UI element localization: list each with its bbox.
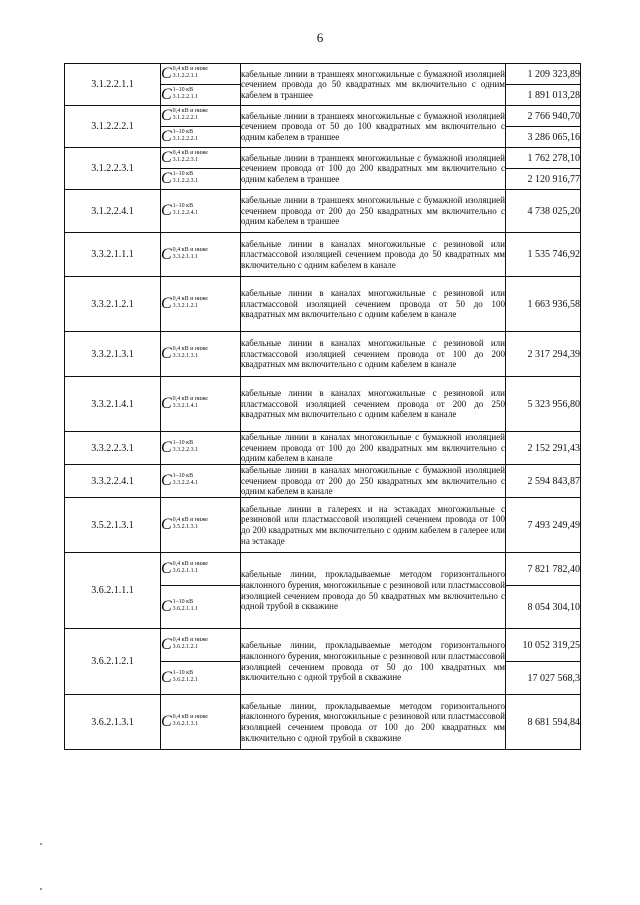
row-description: кабельные линии в каналах многожильные с бумажной изоляцией сечением провода от 200 до 250 квадратных мм включительно с одним кабелем в канале	[241, 465, 505, 497]
rate-value: 2 317 294,39	[506, 332, 581, 377]
rate-value: 1 535 746,92	[506, 233, 581, 277]
rate-symbol: C 0,4 кВ и ниже 3.3.2.1.3.1	[161, 332, 241, 377]
table-row	[65, 553, 581, 586]
rate-value: 2 766 940,70	[506, 106, 581, 127]
row-description: кабельные линии, прокладываемые методом горизонтального наклонного бурения, многожильные с резиновой или пластмассовой изоляцией сечением провода от 100 до 200 квадратных мм включительно с одной трубой в скважине	[241, 695, 506, 750]
rate-symbol: C 0,4 кВ и ниже 3.5.2.1.3.1	[161, 498, 241, 553]
row-code: 3.6.2.1.3.1	[65, 695, 161, 750]
row-description: кабельные линии в траншеях многожильные с бумажной изоляцией сечением провода от 200 до 250 квадратных мм включительно с одним кабелем в траншее	[241, 190, 506, 233]
row-description: кабельные линии в траншеях многожильные с бумажной изоляцией сечением провода от 50 до 100 квадратных мм включительно с одним кабелем в траншее	[241, 106, 506, 148]
rate-symbol: C 0,4 кВ и ниже 3.1.2.2.2.1	[161, 106, 241, 127]
row-code: 3.1.2.2.2.1	[65, 106, 161, 148]
rate-value: 8 054 304,10	[506, 586, 581, 629]
rate-symbol: C 1–10 кВ 3.1.2.2.1.1	[161, 85, 241, 106]
row-code: 3.5.2.1.3.1	[65, 498, 161, 553]
rate-value: 1 762 278,10	[506, 148, 581, 169]
row-description: кабельные линии в каналах многожильные с резиновой или пластмассовой изоляцией сечением провода от 50 до 100 квадратных мм включительно с одним кабелем в канале	[241, 277, 506, 332]
rate-value: 1 663 936,58	[506, 277, 581, 332]
rate-symbol: C 0,4 кВ и ниже 3.1.2.2.3.1	[161, 148, 241, 169]
rate-symbol: C 0,4 кВ и ниже 3.3.2.1.1.1	[161, 233, 241, 277]
table-row	[65, 64, 581, 85]
row-code: 3.3.2.2.4.1	[65, 465, 161, 498]
table-row	[65, 190, 581, 233]
rate-symbol: C 1–10 кВ 3.1.2.2.2.1	[161, 127, 241, 148]
table-row	[65, 695, 581, 750]
scan-speck	[40, 888, 42, 890]
rate-value: 2 594 843,87	[506, 465, 581, 498]
row-description: кабельные линии, прокладываемые методом горизонтального наклонного бурения, многожильные с резиновой или пластмассовой изоляцией сечением провода от 50 до 100 квадратных мм включительно с одной трубой в скважине	[241, 629, 506, 695]
table-row	[65, 148, 581, 169]
row-description: кабельные линии в каналах многожильные с бумажной изоляцией сечением провода от 100 до 200 квадратных мм включительно с одним кабелем в канале	[241, 432, 505, 464]
row-description: кабельные линии в галереях и на эстакадах многожильные с резиновой или пластмассовой изоляцией сечением провода от 100 до 200 квадратных мм включительно с одним кабелем в галерее или на эстакаде	[241, 498, 506, 553]
rate-symbol: C 1–10 кВ 3.3.2.2.4.1	[161, 465, 241, 498]
row-code: 3.1.2.2.4.1	[65, 190, 161, 233]
table-row	[65, 432, 581, 465]
row-code: 3.6.2.1.1.1	[65, 553, 161, 629]
rate-symbol: C 0,4 кВ и ниже 3.6.2.1.1.1	[161, 553, 241, 586]
scan-speck	[40, 843, 42, 845]
table-row	[65, 233, 581, 277]
rate-value: 7 493 249,49	[506, 498, 581, 553]
rate-value: 1 891 013,28	[506, 85, 581, 106]
table-row	[65, 332, 581, 377]
rate-value: 8 681 594,84	[506, 695, 581, 750]
table-row	[65, 465, 581, 498]
rate-symbol: C 1–10 кВ 3.6.2.1.2.1	[161, 662, 241, 695]
table-row	[65, 629, 581, 662]
rate-value: 5 323 956,80	[506, 377, 581, 432]
row-description: кабельные линии в траншеях многожильные с бумажной изоляцией сечением провода от 100 до 200 квадратных мм включительно с одним кабелем в траншее	[241, 148, 506, 190]
row-code: 3.3.2.2.3.1	[65, 432, 161, 465]
rate-value: 1 209 323,89	[506, 64, 581, 85]
rate-symbol: C 0,4 кВ и ниже 3.6.2.1.3.1	[161, 695, 241, 750]
rate-value: 2 152 291,43	[506, 432, 581, 465]
rate-symbol: C 1–10 кВ 3.3.2.2.3.1	[161, 432, 241, 465]
row-code: 3.3.2.1.3.1	[65, 332, 161, 377]
row-description: кабельные линии, прокладываемые методом горизонтального наклонного бурения, многожильные с резиновой или пластмассовой изоляцией сечением провода до 50 квадратных мм включительно с одной трубой в скважине	[241, 553, 506, 629]
row-code: 3.1.2.2.3.1	[65, 148, 161, 190]
row-code: 3.6.2.1.2.1	[65, 629, 161, 695]
row-code: 3.3.2.1.2.1	[65, 277, 161, 332]
table-row	[65, 498, 581, 553]
rate-symbol: C 1–10 кВ 3.1.2.2.3.1	[161, 169, 241, 190]
rate-symbol: C 0,4 кВ и ниже 3.6.2.1.2.1	[161, 629, 241, 662]
rate-value: 17 027 568,3	[506, 662, 581, 695]
table-row	[65, 377, 581, 432]
row-description: кабельные линии в каналах многожильные с резиновой или пластмассовой изоляцией сечением провода от 200 до 250 квадратных мм включительно с одним кабелем в канале	[241, 377, 506, 432]
rate-symbol: C 0,4 кВ и ниже 3.1.2.2.1.1	[161, 64, 241, 85]
rate-symbol: C 1–10 кВ 3.6.2.1.1.1	[161, 586, 241, 629]
row-code: 3.1.2.2.1.1	[65, 64, 161, 106]
rate-symbol: C 0,4 кВ и ниже 3.3.2.1.2.1	[161, 277, 241, 332]
tariff-table	[64, 63, 581, 750]
row-description: кабельные линии в каналах многожильные с резиновой или пластмассовой изоляцией сечением провода от 100 до 200 квадратных мм включительно с одним кабелем в канале	[241, 332, 506, 377]
rate-value: 10 052 319,25	[506, 629, 581, 662]
rate-value: 7 821 782,40	[506, 553, 581, 586]
row-code: 3.3.2.1.4.1	[65, 377, 161, 432]
rate-value: 4 738 025,20	[506, 190, 581, 233]
table-row	[65, 277, 581, 332]
page-number: 6	[316, 30, 324, 45]
rate-value: 2 120 916,77	[506, 169, 581, 190]
row-description: кабельные линии в траншеях многожильные с бумажной изоляцией сечением провода до 50 квадратных мм включительно с одним кабелем в траншее	[241, 64, 506, 106]
row-code: 3.3.2.1.1.1	[65, 233, 161, 277]
table-row	[65, 106, 581, 127]
rate-symbol: C 0,4 кВ и ниже 3.3.2.1.4.1	[161, 377, 241, 432]
rate-value: 3 286 065,16	[506, 127, 581, 148]
row-description: кабельные линии в каналах многожильные с резиновой или пластмассовой изоляцией сечением провода до 50 квадратных мм включительно с одним кабелем в канале	[241, 233, 506, 277]
rate-symbol: C 1–10 кВ 3.1.2.2.4.1	[161, 190, 241, 233]
